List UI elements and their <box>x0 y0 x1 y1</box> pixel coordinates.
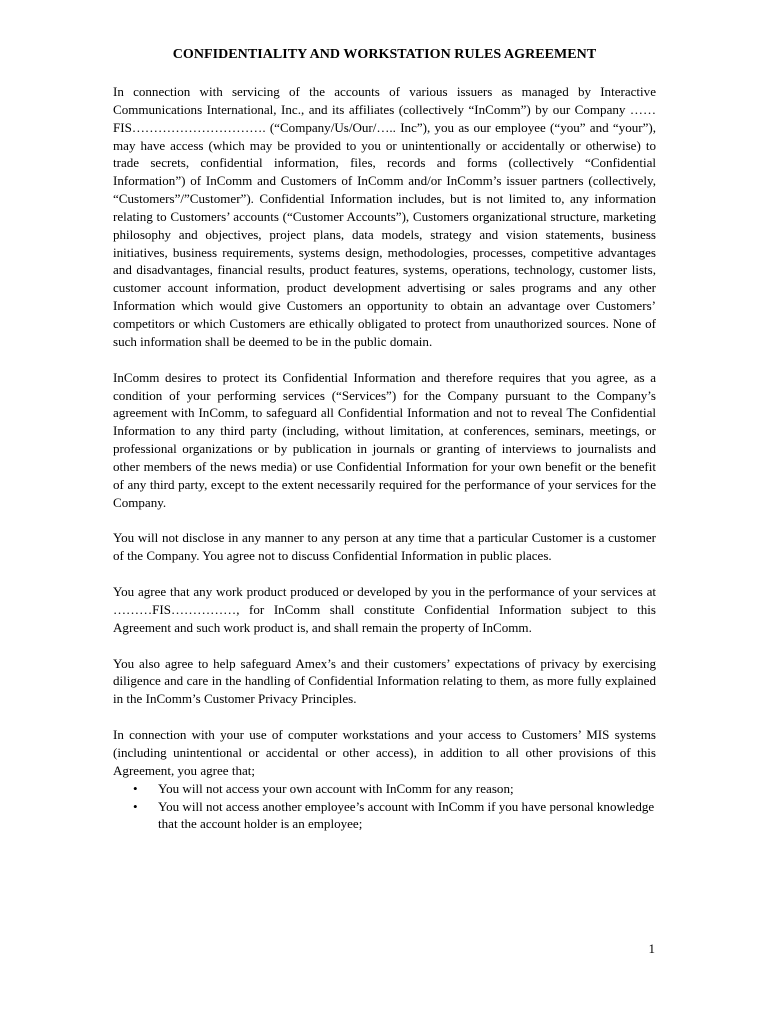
list-item <box>113 798 656 834</box>
bullet-icon: • <box>133 798 138 814</box>
bullet-icon: • <box>133 780 138 796</box>
paragraph-privacy: You also agree to help safeguard Amex’s and their customers’ expectations of privacy by exercising diligence and care in the handling of Confidential Information relating to them, as more fully explained in the InComm’s Customer Privacy Principles. <box>113 655 656 707</box>
paragraph-workstation-use: In connection with your use of computer workstations and your access to Customers’ MIS systems (including unintentional or accidental or other access), in addition to all other provisions of this Agreement, you agree that; <box>113 727 656 778</box>
list-item-text: You will not access another employee’s account with InComm if you have personal knowledge that the account holder is an employee; <box>158 798 655 832</box>
paragraph-confidential-information: In connection with servicing of the accounts of various issuers as managed by Interactive Communications International, Inc., and its affiliates (collectively “InComm”) by our Company ……FIS…………………………. (“Company/Us/Our/….. Inc”), you as our employee (“you” and “your”), may have access (which may be provided to you or unintentionally or accidentally or otherwise) to trade secrets, confidential information, files, records and forms (collectively “Confidential Information”) of InComm and Customers of InComm and/or InComm’s issuer partners (collectively, “Customers”/”Customer”). Confidential Information includes, but is not limited to, any information relating to Customers’ accounts (“Customer Accounts”), Customers organizational structure, marketing philosophy and objectives, project plans, data models, strategy and vision statements, business initiatives, business requirements, systems design, methodologies, processes, competitive advantages and disadvantages, financial results, product features, systems, operations, technology, customer lists, customer account information, product development advertising or sales programs and any other Information which would give Customers an opportunity to obtain an advantage over Customers’ competitors or which Customers are ethically obligated to protect from unauthorized sources. None of such information shall be deemed to be in the public domain. <box>113 84 656 349</box>
document-title: CONFIDENTIALITY AND WORKSTATION RULES AGREEMENT <box>172 47 597 62</box>
page-number: 1 <box>648 941 655 956</box>
paragraph-work-product: You agree that any work product produced or developed by you in the performance of your services at ………FIS……………, for InComm shall constitute Confidential Information subject to this Agreement and such work product is, and shall remain the property of InComm. <box>113 584 656 635</box>
paragraph-protection-requirement: InComm desires to protect its Confidential Information and therefore requires that you agree, as a condition of your performing services (“Services”) for the Company pursuant to the Company’s agreement with InComm, to safeguard all Confidential Information and not to reveal The Confidential Information to any third party (including, without limitation, at conferences, seminars, meetings, or professional organizations or by publication in journals or granting of interviews to journalists and other members of the news media) or use Confidential Information for your own benefit or the benefit of any third party, except to the extent necessarily required for the performance of your services for the Company. <box>113 369 656 510</box>
list-item-text: You will not access your own account with InComm for any reason; <box>158 780 514 796</box>
document-page <box>113 46 656 833</box>
workstation-rules-list <box>113 780 656 834</box>
paragraph-nondisclosure: You will not disclose in any manner to any person at any time that a particular Customer is a customer of the Company. You agree not to discuss Confidential Information in public places. <box>113 530 656 564</box>
list-item <box>113 780 656 798</box>
